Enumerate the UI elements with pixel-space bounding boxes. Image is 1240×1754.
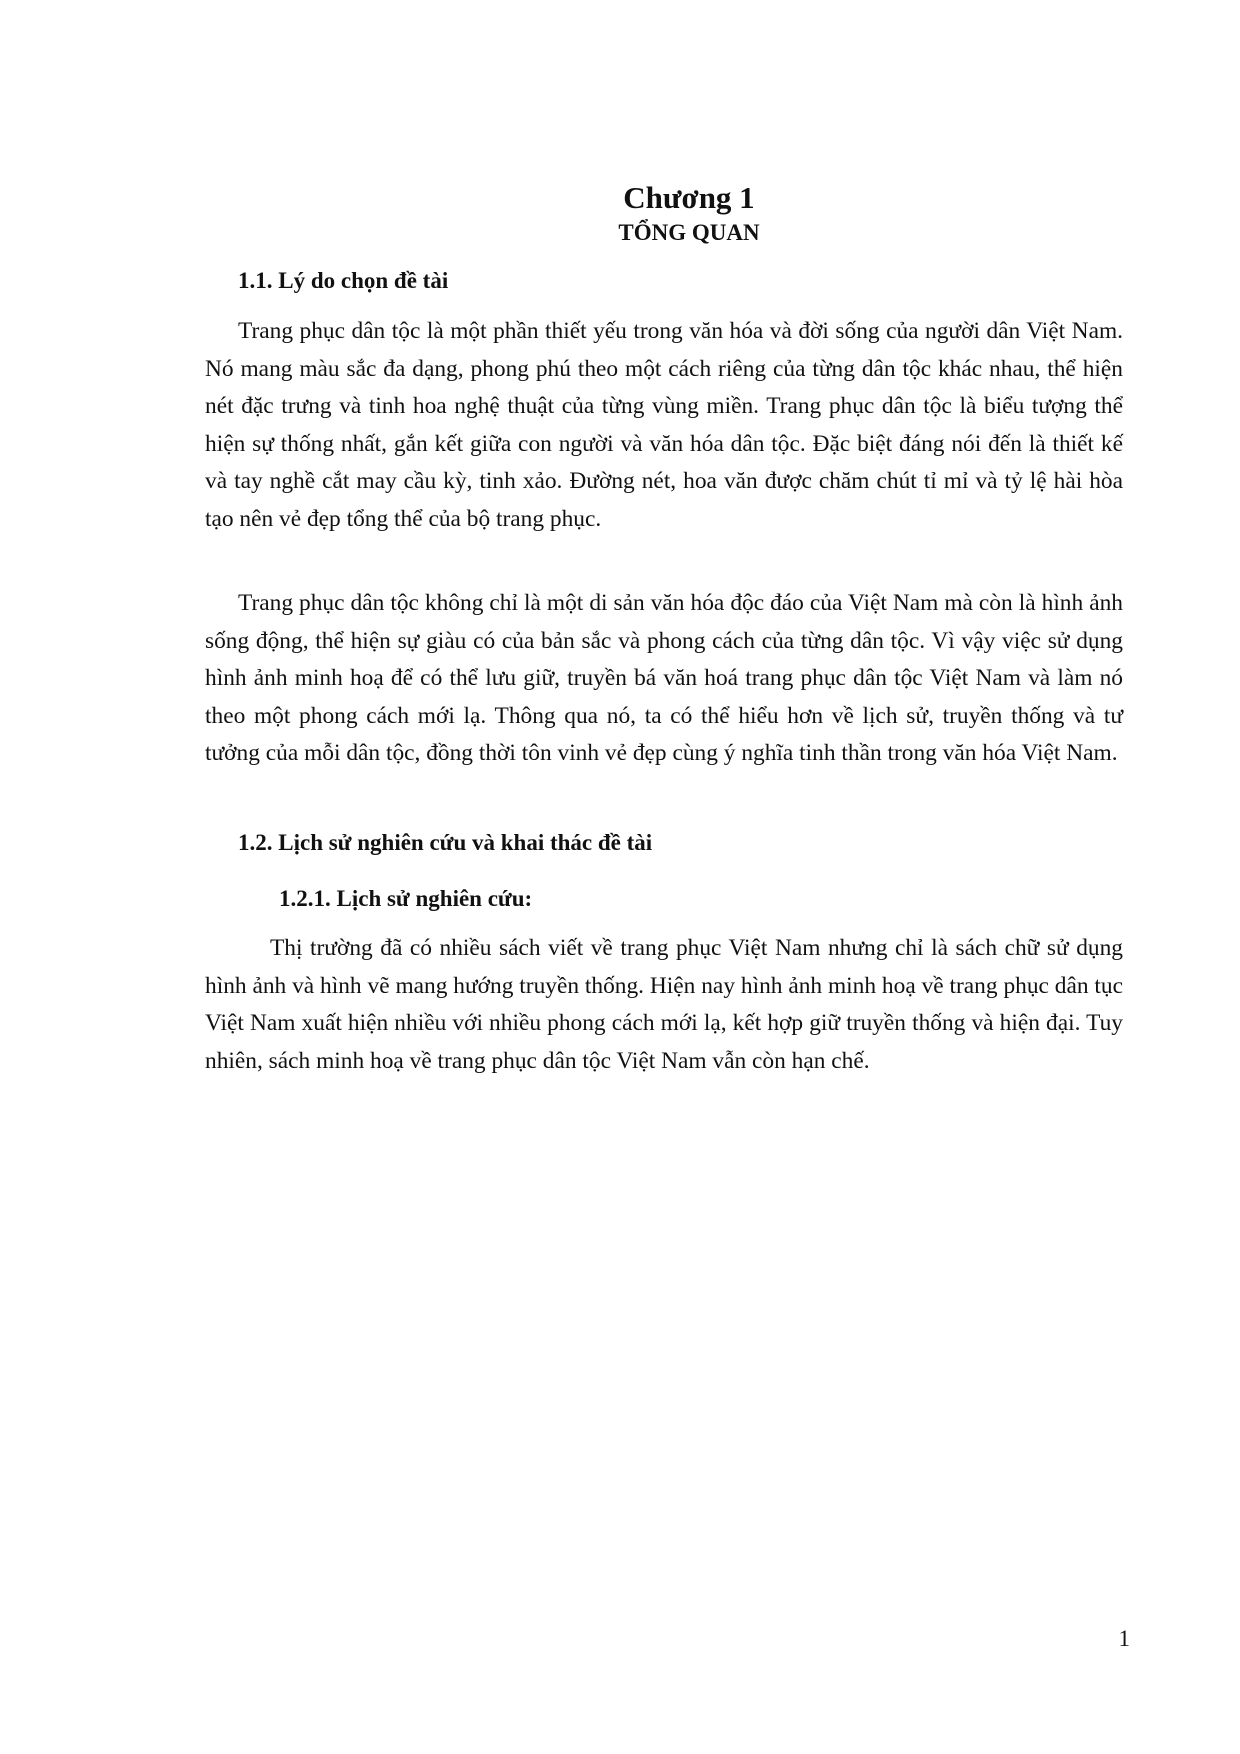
section-1-1-paragraph-2: Trang phục dân tộc không chỉ là một di sản văn hóa độc đáo của Việt Nam mà còn là hình ảnh sống động, thể hiện sự giàu có của bản sắc và phong cách của từng dân tộc. Vì vậy việc sử dụng hình ảnh minh hoạ để có thể lưu giữ, truyền bá văn hoá trang phục dân tộc Việt Nam và làm nó theo một phong cách mới lạ. Thông qua nó, ta có thể hiểu hơn về lịch sử, truyền thống và tư tưởng của mỗi dân tộc, đồng thời tôn vinh vẻ đẹp cùng ý nghĩa tinh thần trong văn hóa Việt Nam. (205, 590, 1123, 767)
section-heading-1-1: 1.1. Lý do chọn đề tài (238, 268, 449, 293)
chapter-title: Chương 1 (623, 180, 755, 215)
section-heading-1-2-1: 1.2.1. Lịch sử nghiên cứu: (279, 886, 533, 911)
section-1-2-1-paragraph: Thị trường đã có nhiều sách viết về trang phục Việt Nam nhưng chỉ là sách chữ sử dụng hình ảnh và hình vẽ mang hướng truyền thống. Hiện nay hình ảnh minh hoạ về trang phục dân tục Việt Nam xuất hiện nhiều với nhiều phong cách mới lạ, kết hợp giữ truyền thống và hiện đại. Tuy nhiên, sách minh hoạ về trang phục dân tộc Việt Nam vẫn còn hạn chế. (205, 935, 1123, 1074)
section-heading-1-2: 1.2. Lịch sử nghiên cứu và khai thác đề tài (238, 830, 653, 855)
chapter-subtitle: TỔNG QUAN (618, 220, 760, 245)
page-number: 1 (1118, 1626, 1130, 1651)
section-1-1-paragraph-1: Trang phục dân tộc là một phần thiết yếu trong văn hóa và đời sống của người dân Việt Nam. Nó mang màu sắc đa dạng, phong phú theo một cách riêng của từng dân tộc khác nhau, thể hiện nét đặc trưng và tinh hoa nghệ thuật của từng vùng miền. Trang phục dân tộc là biểu tượng thể hiện sự thống nhất, gắn kết giữa con người và văn hóa dân tộc. Đặc biệt đáng nói đến là thiết kế và tay nghề cắt may cầu kỳ, tinh xảo. Đường nét, hoa văn được chăm chút tỉ mỉ và tỷ lệ hài hòa tạo nên vẻ đẹp tổng thể của bộ trang phục. (205, 318, 1123, 532)
